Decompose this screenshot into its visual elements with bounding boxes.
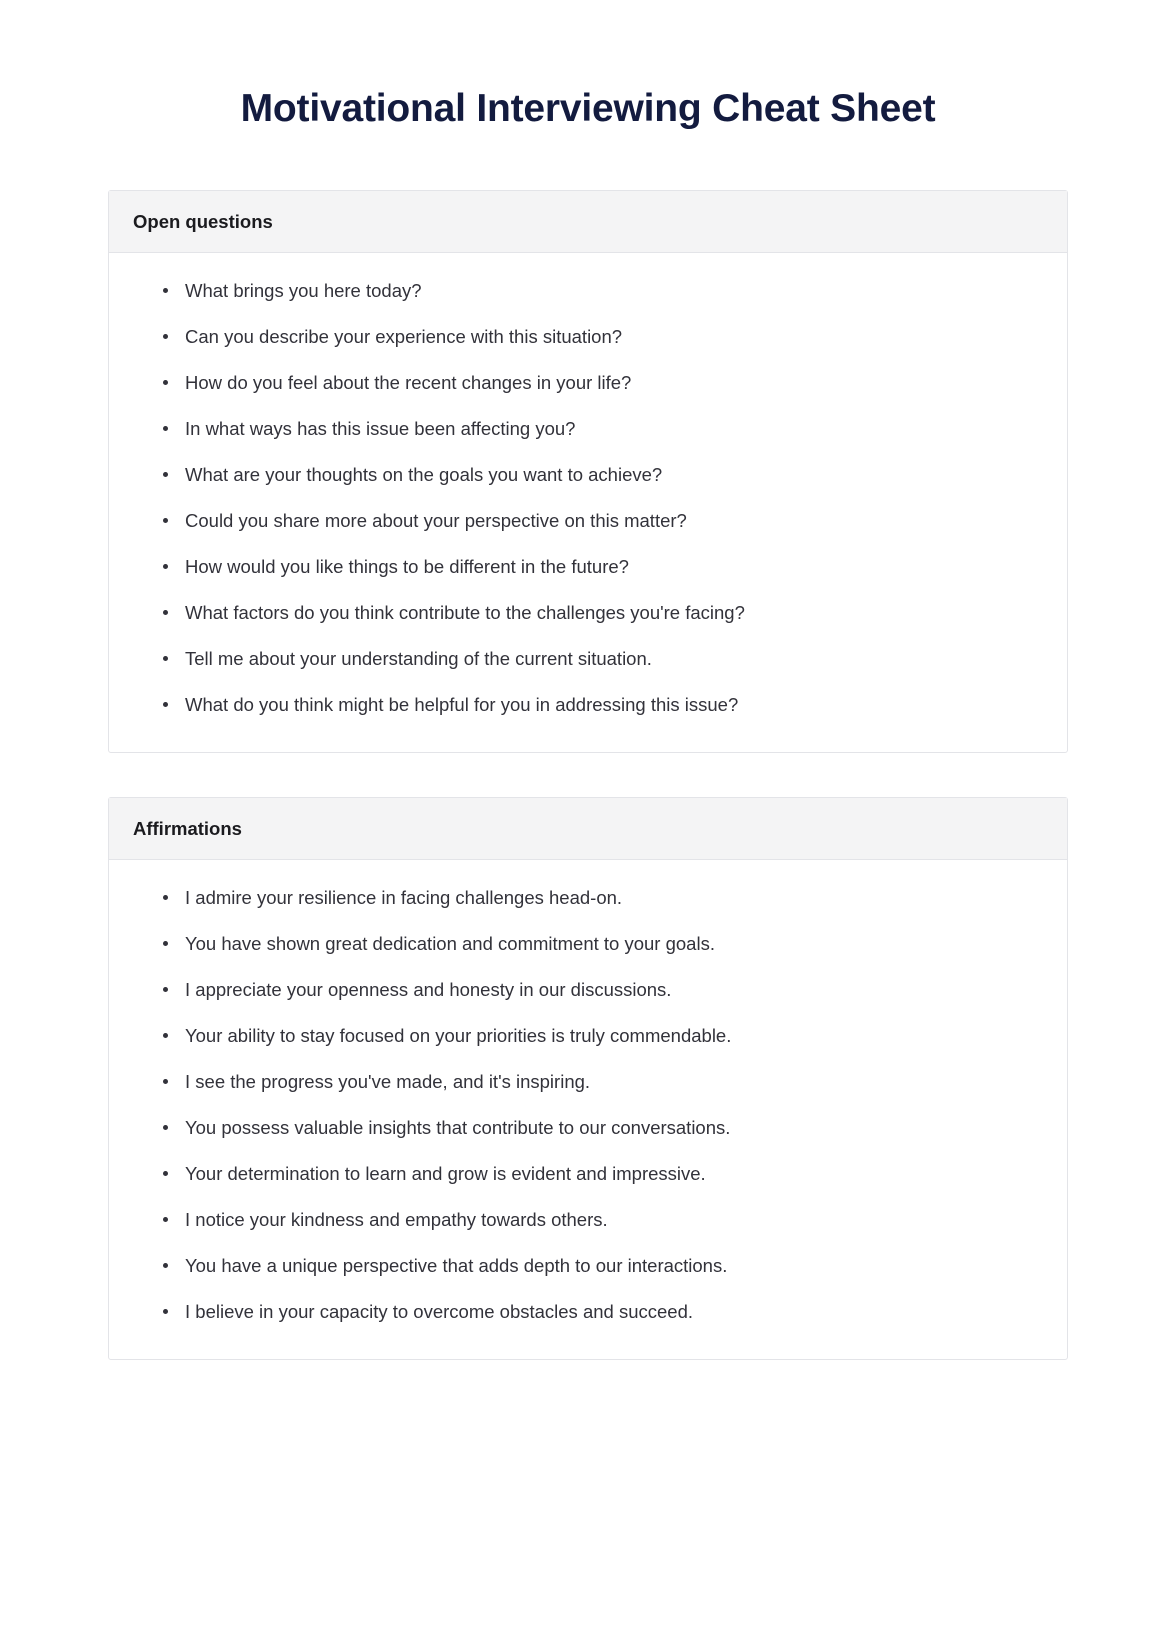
list-item-text: I believe in your capacity to overcome obstacles and succeed. — [185, 1300, 694, 1322]
section-body-affirmations — [109, 860, 1067, 1359]
list-item — [133, 1070, 1043, 1095]
list-item-text: What brings you here today? — [185, 280, 422, 302]
bullet-icon — [163, 1033, 168, 1038]
list-item — [133, 555, 1043, 580]
list-item-text: What do you think might be helpful for you in addressing this issue? — [185, 693, 739, 715]
list-item — [133, 978, 1043, 1003]
list-item-text: In what ways has this issue been affecting you? — [185, 418, 576, 440]
section-heading: Open questions — [133, 211, 273, 233]
list-item — [133, 647, 1043, 672]
list-item — [133, 325, 1043, 350]
bullet-icon — [163, 334, 168, 339]
section-header-affirmations — [109, 798, 1067, 860]
section-header-open-questions — [109, 191, 1067, 253]
bullet-icon — [163, 941, 168, 946]
list-item — [133, 1162, 1043, 1187]
list-item — [133, 417, 1043, 442]
list-item — [133, 1254, 1043, 1279]
page-title: Motivational Interviewing Cheat Sheet — [240, 87, 936, 130]
section-card-affirmations — [108, 797, 1068, 1360]
bullet-icon — [163, 610, 168, 615]
section-body-open-questions — [109, 253, 1067, 752]
bullet-icon — [163, 472, 168, 477]
list-item-text: Your ability to stay focused on your priorities is truly commendable. — [185, 1024, 732, 1046]
bullet-icon — [163, 426, 168, 431]
bullet-icon — [163, 656, 168, 661]
list-item-text: I admire your resilience in facing challenges head-on. — [185, 887, 623, 909]
bullet-icon — [163, 895, 168, 900]
list-item-text: What factors do you think contribute to the challenges you're facing? — [185, 601, 745, 623]
list-item — [133, 1116, 1043, 1141]
list-item-text: Can you describe your experience with this situation? — [185, 326, 623, 348]
section-heading: Affirmations — [133, 817, 242, 839]
list-item — [133, 886, 1043, 911]
list-item — [133, 601, 1043, 626]
bullet-icon — [163, 380, 168, 385]
list-item-text: Your determination to learn and grow is evident and impressive. — [185, 1162, 706, 1184]
list-item — [133, 371, 1043, 396]
list-item — [133, 509, 1043, 534]
bullet-icon — [163, 564, 168, 569]
list-item-text: I appreciate your openness and honesty in our discussions. — [185, 979, 672, 1001]
list-item-text: You have shown great dedication and commitment to your goals. — [185, 933, 715, 955]
affirmations-list — [133, 886, 1043, 1325]
bullet-icon — [163, 702, 168, 707]
list-item — [133, 463, 1043, 488]
list-item-text: What are your thoughts on the goals you want to achieve? — [185, 464, 663, 486]
list-item-text: How would you like things to be different in the future? — [185, 556, 629, 578]
list-item — [133, 693, 1043, 718]
list-item-text: Tell me about your understanding of the current situation. — [185, 647, 652, 669]
list-item-text: You possess valuable insights that contribute to our conversations. — [185, 1116, 731, 1138]
bullet-icon — [163, 1079, 168, 1084]
list-item-text: Could you share more about your perspective on this matter? — [185, 510, 687, 532]
bullet-icon — [163, 1263, 168, 1268]
bullet-icon — [163, 1125, 168, 1130]
bullet-icon — [163, 1217, 168, 1222]
list-item-text: I notice your kindness and empathy towards others. — [185, 1208, 608, 1230]
list-item — [133, 932, 1043, 957]
list-item-text: How do you feel about the recent changes in your life? — [185, 372, 632, 394]
list-item — [133, 1300, 1043, 1325]
bullet-icon — [163, 1171, 168, 1176]
bullet-icon — [163, 518, 168, 523]
list-item — [133, 1208, 1043, 1233]
bullet-icon — [163, 288, 168, 293]
bullet-icon — [163, 987, 168, 992]
list-item — [133, 1024, 1043, 1049]
open-questions-list — [133, 279, 1043, 718]
list-item-text: You have a unique perspective that adds depth to our interactions. — [185, 1254, 728, 1276]
bullet-icon — [163, 1309, 168, 1314]
list-item — [133, 279, 1043, 304]
section-card-open-questions — [108, 190, 1068, 753]
list-item-text: I see the progress you've made, and it's inspiring. — [185, 1070, 591, 1092]
